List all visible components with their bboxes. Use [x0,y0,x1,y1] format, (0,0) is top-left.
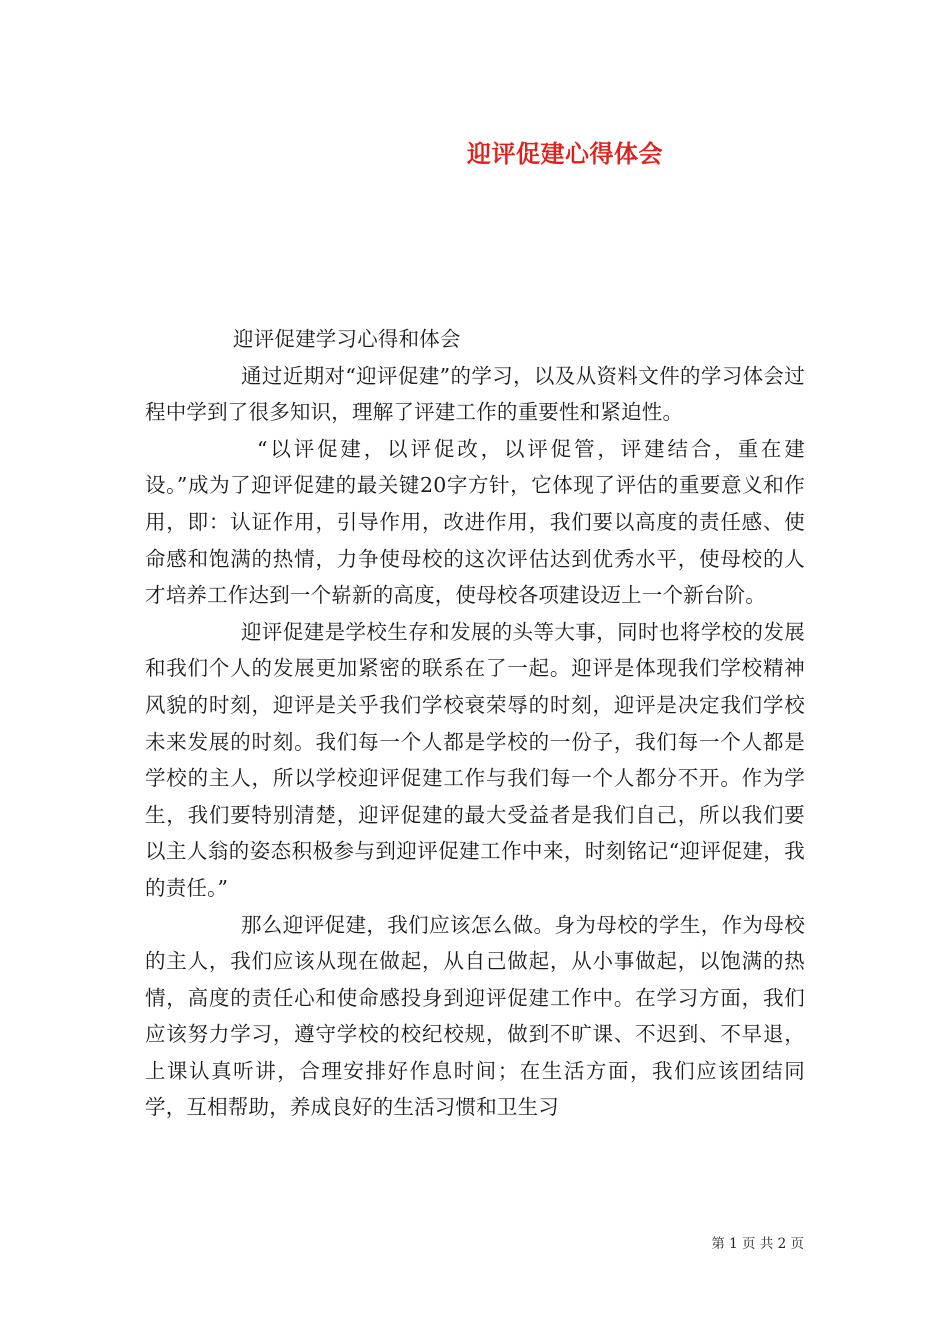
paragraph: 迎评促建是学校生存和发展的头等大事，同时也将学校的发展和我们个人的发展更加紧密的联系在了一起。迎评是体现我们学校精神风貌的时刻，迎评是关乎我们学校衰荣辱的时刻，迎评是决定我们学校未来发展的时刻。我们每一个人都是学校的一份子，我们每一个人都是学校的主人，所以学校迎评促建工作与我们每一个人都分不开。作为学生，我们要特别清楚，迎评促建的最大受益者是我们自己，所以我们要以主人翁的姿态积极参与到迎评促建工作中来，时刻铭记“迎评促建，我的责任。” [145,619,805,900]
document-body [145,321,805,1126]
page-number-footer: 第 1 页 共 2 页 [711,1236,804,1252]
document-title: 迎评促建心得体会 [467,139,663,168]
paragraph: “以评促建，以评促改，以评促管，评建结合，重在建设。”成为了迎评促建的最关键20字方针，它体现了评估的重要意义和作用，即：认证作用，引导作用，改进作用，我们要以高度的责任感、使命感和饱满的热情，力争使母校的这次评估达到优秀水平，使母校的人才培养工作达到一个崭新的高度，使母校各项建设迈上一个新台阶。 [145,436,805,608]
paragraph: 通过近期对“迎评促建”的学习，以及从资料文件的学习体会过程中学到了很多知识，理解了评建工作的重要性和紧迫性。 [145,363,805,425]
document-subtitle: 迎评促建学习心得和体会 [233,327,461,351]
paragraph: 那么迎评促建，我们应该怎么做。身为母校的学生，作为母校的主人，我们应该从现在做起，从自己做起，从小事做起，以饱满的热情，高度的责任心和使命感投身到迎评促建工作中。在学习方面，我们应该努力学习，遵守学校的校纪校规，做到不旷课、不迟到、不早退，上课认真听讲，合理安排好作息时间；在生活方面，我们应该团结同学，互相帮助，养成良好的生活习惯和卫生习 [145,912,805,1120]
